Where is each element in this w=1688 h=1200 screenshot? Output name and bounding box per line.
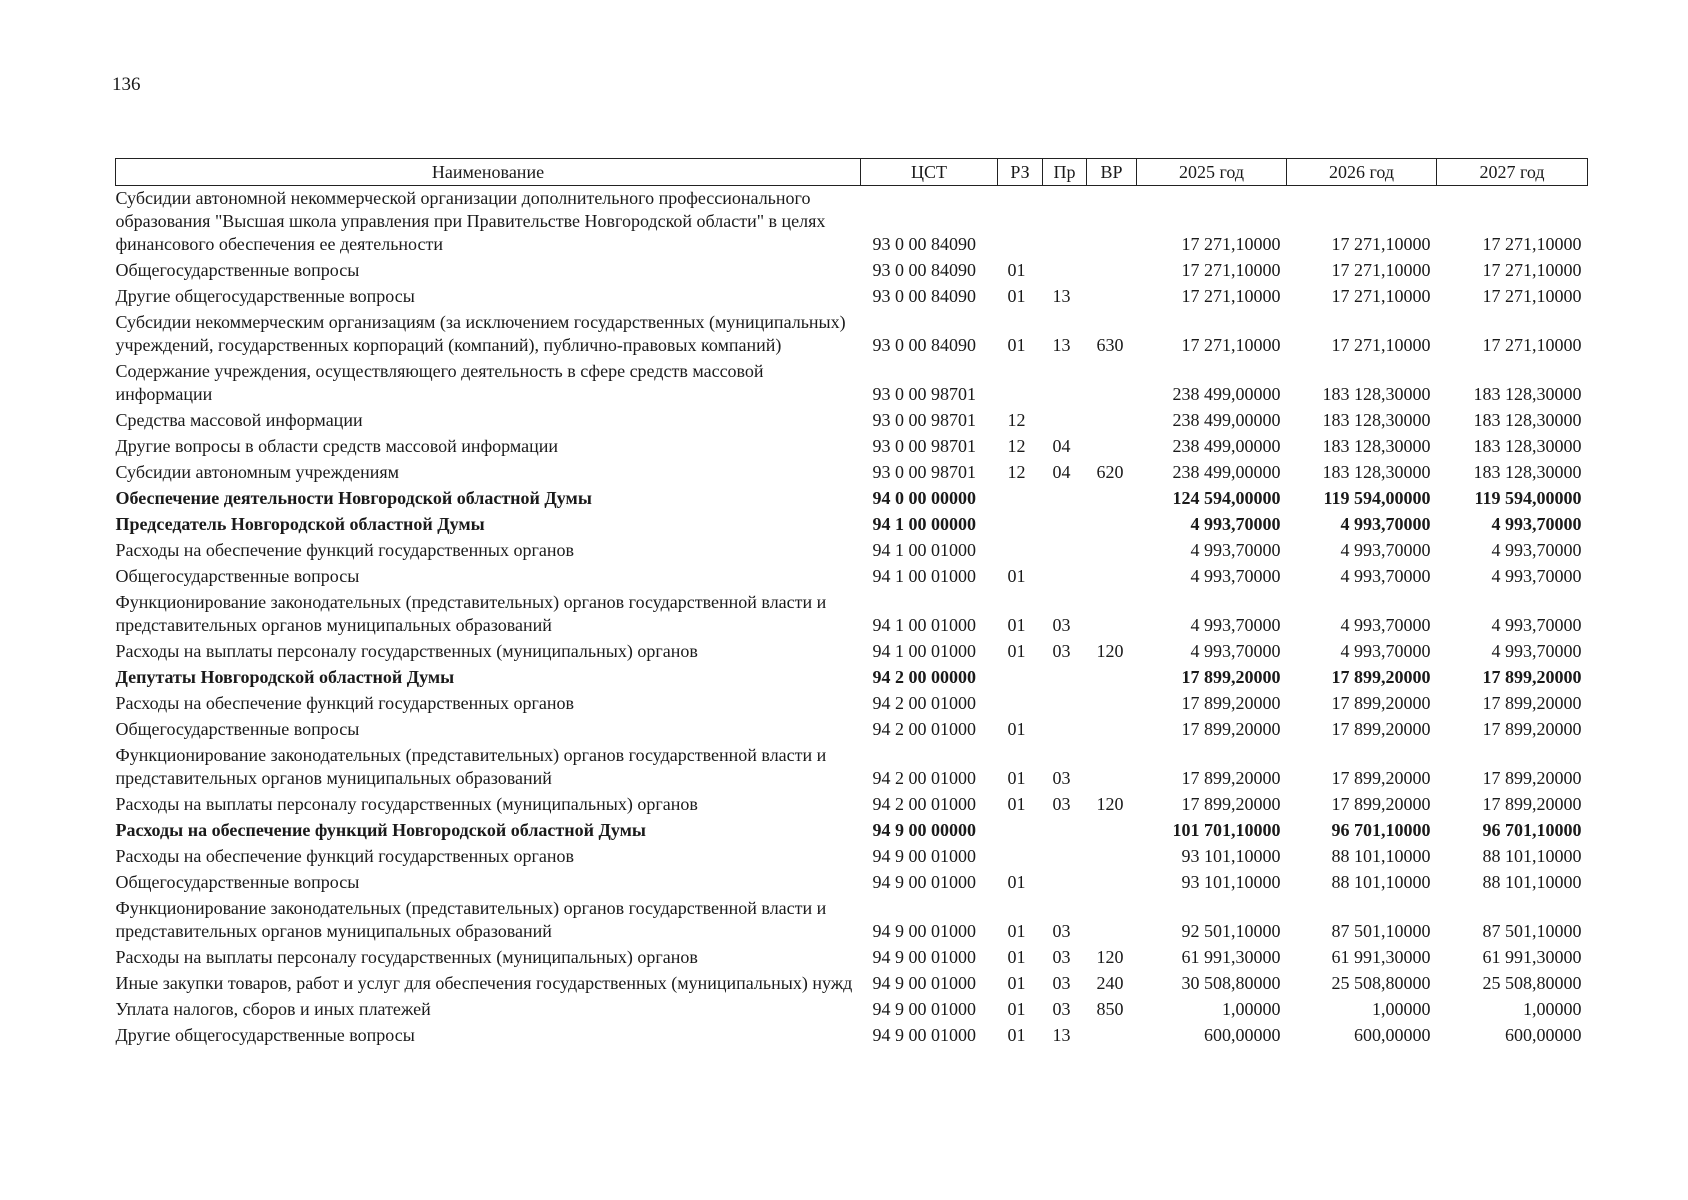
row-cst: 94 9 00 01000 (872, 872, 976, 892)
row-cst: 93 0 00 98701 (872, 436, 976, 456)
row-cst: 94 9 00 01000 (872, 973, 976, 993)
row-pr (1043, 186, 1087, 259)
header-name: Наименование (116, 159, 861, 186)
row-rz (998, 691, 1043, 717)
row-vr (1087, 844, 1137, 870)
header-2025: 2025 год (1137, 159, 1287, 186)
row-vr (1087, 258, 1137, 284)
row-vr (1087, 665, 1137, 691)
row-2027: 17 899,20000 (1482, 667, 1582, 687)
row-pr: 13 (1052, 335, 1071, 355)
row-2027: 87 501,10000 (1482, 921, 1582, 941)
table-row (116, 665, 1588, 691)
row-cst: 94 1 00 01000 (872, 615, 976, 635)
row-2027: 4 993,70000 (1491, 514, 1582, 534)
row-rz: 01 (1007, 260, 1026, 280)
row-2027: 88 101,10000 (1482, 872, 1582, 892)
table-row (116, 359, 1588, 408)
row-name: Общегосударственные вопросы (115, 566, 360, 586)
row-name: Расходы на обеспечение функций государственных органов (115, 846, 574, 866)
row-2025: 4 993,70000 (1190, 615, 1281, 635)
table-row (116, 460, 1588, 486)
row-name: Функционирование законодательных (представительных) органов государственной власти и представительных органов муниципальных образований (115, 592, 827, 635)
row-2025: 1,00000 (1222, 999, 1281, 1019)
row-rz (998, 359, 1043, 408)
row-name: Иные закупки товаров, работ и услуг для обеспечения государственных (муниципальных) нужд (115, 973, 853, 993)
row-pr (1043, 717, 1087, 743)
table-row (116, 818, 1588, 844)
row-vr (1087, 512, 1137, 538)
table-row (116, 870, 1588, 896)
row-2027: 61 991,30000 (1482, 947, 1582, 967)
row-rz: 01 (1007, 566, 1026, 586)
row-2026: 88 101,10000 (1331, 872, 1431, 892)
row-cst: 94 1 00 01000 (872, 566, 976, 586)
table-row (116, 717, 1588, 743)
row-2025: 238 499,00000 (1172, 410, 1281, 430)
row-name: Общегосударственные вопросы (115, 719, 360, 739)
row-vr: 630 (1096, 335, 1124, 355)
row-pr (1043, 691, 1087, 717)
row-2025: 17 271,10000 (1181, 260, 1281, 280)
row-cst: 94 2 00 00000 (872, 667, 976, 687)
row-name: Субсидии автономным учреждениям (115, 462, 400, 482)
row-2026: 1,00000 (1372, 999, 1431, 1019)
row-vr (1087, 486, 1137, 512)
row-2026: 183 128,30000 (1322, 384, 1431, 404)
row-pr (1043, 258, 1087, 284)
row-name: Расходы на выплаты персоналу государственных (муниципальных) органов (115, 641, 698, 661)
row-2027: 119 594,00000 (1474, 488, 1582, 508)
table-row (116, 743, 1588, 792)
row-2026: 88 101,10000 (1331, 846, 1431, 866)
row-vr (1087, 538, 1137, 564)
row-2026: 25 508,80000 (1331, 973, 1431, 993)
row-2025: 17 271,10000 (1181, 286, 1281, 306)
row-pr (1043, 665, 1087, 691)
row-2026: 17 899,20000 (1331, 719, 1431, 739)
table-header-row (116, 159, 1588, 186)
row-cst: 94 9 00 01000 (872, 1025, 976, 1045)
table-row (116, 512, 1588, 538)
row-2026: 17 271,10000 (1331, 286, 1431, 306)
row-name: Расходы на выплаты персоналу государственных (муниципальных) органов (115, 947, 698, 967)
row-rz (998, 486, 1043, 512)
row-pr: 03 (1052, 973, 1071, 993)
row-cst: 93 0 00 98701 (872, 384, 976, 404)
row-2027: 17 271,10000 (1482, 335, 1582, 355)
row-rz (998, 538, 1043, 564)
row-rz: 12 (1007, 462, 1026, 482)
row-name: Обеспечение деятельности Новгородской областной Думы (115, 488, 592, 508)
row-2027: 17 271,10000 (1482, 260, 1582, 280)
row-cst: 93 0 00 84090 (872, 260, 976, 280)
table-row (116, 590, 1588, 639)
table-row (116, 408, 1588, 434)
table-row (116, 691, 1588, 717)
row-cst: 94 1 00 01000 (872, 540, 976, 560)
row-2026: 17 899,20000 (1331, 667, 1431, 687)
row-name: Другие вопросы в области средств массовой информации (115, 436, 559, 456)
header-pr: Пр (1043, 159, 1087, 186)
header-vr: ВР (1087, 159, 1137, 186)
row-pr (1043, 844, 1087, 870)
row-2027: 17 271,10000 (1482, 286, 1582, 306)
table-row (116, 310, 1588, 359)
row-pr: 13 (1052, 1025, 1071, 1045)
row-vr (1087, 408, 1137, 434)
row-2025: 17 271,10000 (1181, 234, 1281, 254)
row-2027: 17 271,10000 (1482, 234, 1582, 254)
row-2027: 25 508,80000 (1482, 973, 1582, 993)
table-row (116, 538, 1588, 564)
header-rz: РЗ (998, 159, 1043, 186)
table-row (116, 792, 1588, 818)
row-name: Содержание учреждения, осуществляющего деятельность в сфере средств массовой информации (115, 361, 764, 404)
table-row (116, 284, 1588, 310)
row-vr: 850 (1096, 999, 1124, 1019)
row-2026: 17 899,20000 (1331, 693, 1431, 713)
row-2027: 183 128,30000 (1473, 410, 1582, 430)
row-pr: 13 (1052, 286, 1071, 306)
row-name: Функционирование законодательных (представительных) органов государственной власти и представительных органов муниципальных образований (115, 898, 827, 941)
table-row (116, 945, 1588, 971)
row-2025: 17 271,10000 (1181, 335, 1281, 355)
row-2025: 600,00000 (1204, 1025, 1281, 1045)
row-2027: 88 101,10000 (1482, 846, 1582, 866)
table-row (116, 896, 1588, 945)
row-rz: 01 (1007, 1025, 1026, 1045)
row-rz: 01 (1007, 615, 1026, 635)
row-2027: 183 128,30000 (1473, 462, 1582, 482)
table-row (116, 186, 1588, 259)
row-vr (1087, 359, 1137, 408)
row-pr: 03 (1052, 921, 1071, 941)
row-pr (1043, 564, 1087, 590)
row-cst: 94 9 00 01000 (872, 999, 976, 1019)
row-vr: 240 (1096, 973, 1124, 993)
row-name: Уплата налогов, сборов и иных платежей (115, 999, 431, 1019)
row-pr: 03 (1052, 794, 1071, 814)
table-row (116, 997, 1588, 1023)
row-2026: 96 701,10000 (1331, 820, 1431, 840)
row-rz: 12 (1007, 410, 1026, 430)
table-row (116, 258, 1588, 284)
row-rz: 01 (1007, 973, 1026, 993)
row-2025: 17 899,20000 (1181, 667, 1281, 687)
row-cst: 93 0 00 98701 (872, 410, 976, 430)
row-2025: 101 701,10000 (1172, 820, 1281, 840)
row-name: Субсидии некоммерческим организациям (за исключением государственных (муниципальных) учреждений, государственных корпораций (компаний), публично-правовых компаний) (115, 312, 846, 355)
row-2027: 4 993,70000 (1491, 566, 1582, 586)
row-2025: 238 499,00000 (1172, 462, 1281, 482)
row-2026: 600,00000 (1354, 1025, 1431, 1045)
row-2026: 183 128,30000 (1322, 436, 1431, 456)
row-vr (1087, 186, 1137, 259)
row-2027: 17 899,20000 (1482, 719, 1582, 739)
row-cst: 94 0 00 00000 (872, 488, 976, 508)
row-name: Другие общегосударственные вопросы (115, 286, 415, 306)
row-cst: 93 0 00 98701 (872, 462, 976, 482)
row-cst: 94 2 00 01000 (872, 719, 976, 739)
row-pr (1043, 512, 1087, 538)
table-row (116, 434, 1588, 460)
row-vr (1087, 896, 1137, 945)
row-rz: 01 (1007, 768, 1026, 788)
row-name: Депутаты Новгородской областной Думы (115, 667, 455, 687)
row-2025: 17 899,20000 (1181, 768, 1281, 788)
row-2025: 30 508,80000 (1181, 973, 1281, 993)
row-pr: 03 (1052, 768, 1071, 788)
row-rz (998, 665, 1043, 691)
row-rz: 01 (1007, 794, 1026, 814)
row-vr: 620 (1096, 462, 1124, 482)
header-2026: 2026 год (1287, 159, 1437, 186)
row-vr (1087, 1023, 1137, 1049)
row-2026: 17 899,20000 (1331, 794, 1431, 814)
row-name: Расходы на выплаты персоналу государственных (муниципальных) органов (115, 794, 698, 814)
table-row (116, 844, 1588, 870)
row-rz: 01 (1007, 641, 1026, 661)
row-cst: 94 2 00 01000 (872, 794, 976, 814)
row-name: Председатель Новгородской областной Думы (115, 514, 485, 534)
row-2026: 17 271,10000 (1331, 234, 1431, 254)
row-2025: 92 501,10000 (1181, 921, 1281, 941)
row-vr (1087, 434, 1137, 460)
row-2026: 119 594,00000 (1323, 488, 1431, 508)
row-2025: 17 899,20000 (1181, 794, 1281, 814)
row-2026: 17 271,10000 (1331, 260, 1431, 280)
row-pr: 04 (1052, 436, 1071, 456)
row-2027: 1,00000 (1523, 999, 1582, 1019)
row-2025: 4 993,70000 (1190, 540, 1281, 560)
row-pr: 03 (1052, 615, 1071, 635)
table-row (116, 564, 1588, 590)
row-cst: 93 0 00 84090 (872, 234, 976, 254)
row-vr (1087, 691, 1137, 717)
page-number: 136 (112, 74, 141, 95)
table-row (116, 486, 1588, 512)
row-2025: 4 993,70000 (1190, 514, 1281, 534)
row-2025: 4 993,70000 (1190, 641, 1281, 661)
row-2026: 4 993,70000 (1340, 615, 1431, 635)
row-vr (1087, 564, 1137, 590)
row-name: Другие общегосударственные вопросы (115, 1025, 415, 1045)
row-2026: 4 993,70000 (1340, 566, 1431, 586)
row-name: Расходы на обеспечение функций Новгородской областной Думы (115, 820, 646, 840)
row-rz (998, 186, 1043, 259)
row-2025: 61 991,30000 (1181, 947, 1281, 967)
row-pr (1043, 818, 1087, 844)
row-vr (1087, 743, 1137, 792)
row-pr (1043, 486, 1087, 512)
table-row (116, 971, 1588, 997)
row-name: Расходы на обеспечение функций государственных органов (115, 693, 574, 713)
row-rz: 01 (1007, 286, 1026, 306)
row-vr (1087, 818, 1137, 844)
row-2027: 96 701,10000 (1482, 820, 1582, 840)
row-name: Общегосударственные вопросы (115, 872, 360, 892)
row-2025: 93 101,10000 (1181, 872, 1281, 892)
row-pr (1043, 408, 1087, 434)
row-rz: 12 (1007, 436, 1026, 456)
header-cst: ЦСТ (861, 159, 998, 186)
row-rz (998, 512, 1043, 538)
row-pr: 04 (1052, 462, 1071, 482)
row-2027: 17 899,20000 (1482, 794, 1582, 814)
row-vr: 120 (1096, 641, 1124, 661)
row-2025: 93 101,10000 (1181, 846, 1281, 866)
row-2025: 238 499,00000 (1172, 436, 1281, 456)
row-2027: 4 993,70000 (1491, 615, 1582, 635)
row-vr (1087, 717, 1137, 743)
row-2027: 183 128,30000 (1473, 436, 1582, 456)
row-cst: 94 9 00 01000 (872, 846, 976, 866)
row-2026: 183 128,30000 (1322, 410, 1431, 430)
row-rz: 01 (1007, 999, 1026, 1019)
row-2027: 17 899,20000 (1482, 693, 1582, 713)
row-pr: 03 (1052, 947, 1071, 967)
row-vr: 120 (1096, 794, 1124, 814)
row-vr: 120 (1096, 947, 1124, 967)
row-2027: 4 993,70000 (1491, 540, 1582, 560)
row-cst: 94 2 00 01000 (872, 693, 976, 713)
row-cst: 94 9 00 01000 (872, 921, 976, 941)
row-2026: 17 899,20000 (1331, 768, 1431, 788)
row-cst: 93 0 00 84090 (872, 335, 976, 355)
row-rz (998, 844, 1043, 870)
row-2025: 17 899,20000 (1181, 719, 1281, 739)
row-rz: 01 (1007, 947, 1026, 967)
row-pr: 03 (1052, 999, 1071, 1019)
row-name: Средства массовой информации (115, 410, 363, 430)
row-name: Функционирование законодательных (представительных) органов государственной власти и представительных органов муниципальных образований (115, 745, 827, 788)
row-2026: 4 993,70000 (1340, 641, 1431, 661)
row-name: Общегосударственные вопросы (115, 260, 360, 280)
row-vr (1087, 590, 1137, 639)
row-2026: 4 993,70000 (1340, 540, 1431, 560)
row-cst: 94 1 00 00000 (872, 514, 976, 534)
row-pr: 03 (1052, 641, 1071, 661)
row-rz: 01 (1007, 872, 1026, 892)
row-2025: 124 594,00000 (1172, 488, 1281, 508)
row-cst: 94 1 00 01000 (872, 641, 976, 661)
row-cst: 94 9 00 00000 (872, 820, 976, 840)
row-vr (1087, 284, 1137, 310)
row-2027: 183 128,30000 (1473, 384, 1582, 404)
row-pr (1043, 359, 1087, 408)
row-pr (1043, 870, 1087, 896)
row-rz: 01 (1007, 921, 1026, 941)
row-2026: 61 991,30000 (1331, 947, 1431, 967)
row-2025: 238 499,00000 (1172, 384, 1281, 404)
row-rz (998, 818, 1043, 844)
budget-table (115, 158, 1588, 1049)
row-2026: 183 128,30000 (1322, 462, 1431, 482)
header-2027: 2027 год (1437, 159, 1588, 186)
row-name: Субсидии автономной некоммерческой организации дополнительного профессионального образования "Высшая школа управления при Правительстве Новгородской области" в целях финансового обеспечения ее деятельности (115, 188, 826, 254)
row-cst: 93 0 00 84090 (872, 286, 976, 306)
row-rz: 01 (1007, 719, 1026, 739)
row-2027: 4 993,70000 (1491, 641, 1582, 661)
row-cst: 94 2 00 01000 (872, 768, 976, 788)
row-2027: 600,00000 (1505, 1025, 1582, 1045)
row-rz: 01 (1007, 335, 1026, 355)
table-row (116, 1023, 1588, 1049)
row-cst: 94 9 00 01000 (872, 947, 976, 967)
table-row (116, 639, 1588, 665)
row-vr (1087, 870, 1137, 896)
row-2026: 17 271,10000 (1331, 335, 1431, 355)
row-name: Расходы на обеспечение функций государственных органов (115, 540, 574, 560)
row-2027: 17 899,20000 (1482, 768, 1582, 788)
row-2026: 87 501,10000 (1331, 921, 1431, 941)
row-2025: 4 993,70000 (1190, 566, 1281, 586)
row-2026: 4 993,70000 (1340, 514, 1431, 534)
row-2025: 17 899,20000 (1181, 693, 1281, 713)
row-pr (1043, 538, 1087, 564)
